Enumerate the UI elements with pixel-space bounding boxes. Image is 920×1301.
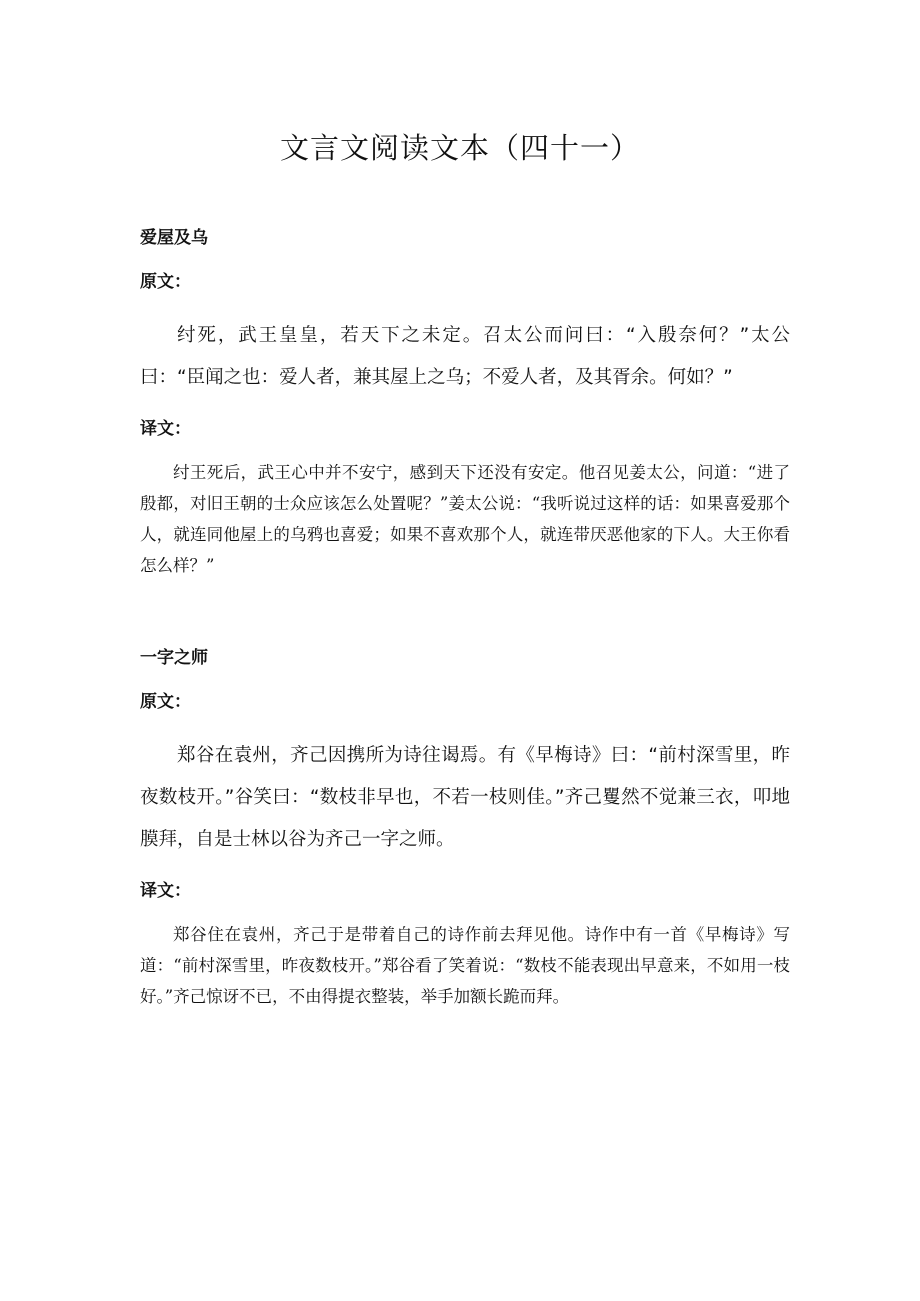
section-ai-wu-ji-wu	[140, 224, 790, 581]
original-text: 纣死，武王皇皇，若天下之未定。召太公而问曰：“入殷奈何？”太公曰：“臣闻之也：爱人者，兼其屋上之乌；不爱人者，及其胥余。何如？”	[140, 325, 790, 388]
translation-text: 纣王死后，武王心中并不安宁，感到天下还没有安定。他召见姜太公，问道：“进了殷都，对旧王朝的士众应该怎么处置呢？”姜太公说：“我听说过这样的话：如果喜爱那个人，就连同他屋上的乌鸦也喜爱；如果不喜欢那个人，就连带厌恶他家的下人。大王你看怎么样？”	[140, 463, 790, 575]
translation-label: 译文：	[140, 881, 191, 901]
section-yi-zi-zhi-shi	[140, 644, 790, 1012]
original-label: 原文：	[140, 272, 191, 292]
translation-text: 郑谷住在袁州，齐己于是带着自己的诗作前去拜见他。诗作中有一首《早梅诗》写道：“前村深雪里，昨夜数枝开。”郑谷看了笑着说：“数枝不能表现出早意来，不如用一枝好。”齐己惊讶不已，不由得提衣整装，举手加额长跪而拜。	[140, 925, 790, 1006]
translation-label: 译文：	[140, 419, 191, 439]
original-label: 原文：	[140, 692, 191, 712]
original-text: 郑谷在袁州，齐己因携所为诗往谒焉。有《早梅诗》曰：“前村深雪里，昨夜数枝开。”谷笑曰：“数枝非早也，不若一枝则佳。”齐己矍然不觉兼三衣，叩地膜拜，自是士林以谷为齐己一字之师。	[140, 745, 790, 850]
section-heading: 一字之师	[140, 648, 208, 668]
section-heading: 爱屋及乌	[140, 228, 208, 248]
document-title: 文言文阅读文本（四十一）	[279, 131, 640, 165]
